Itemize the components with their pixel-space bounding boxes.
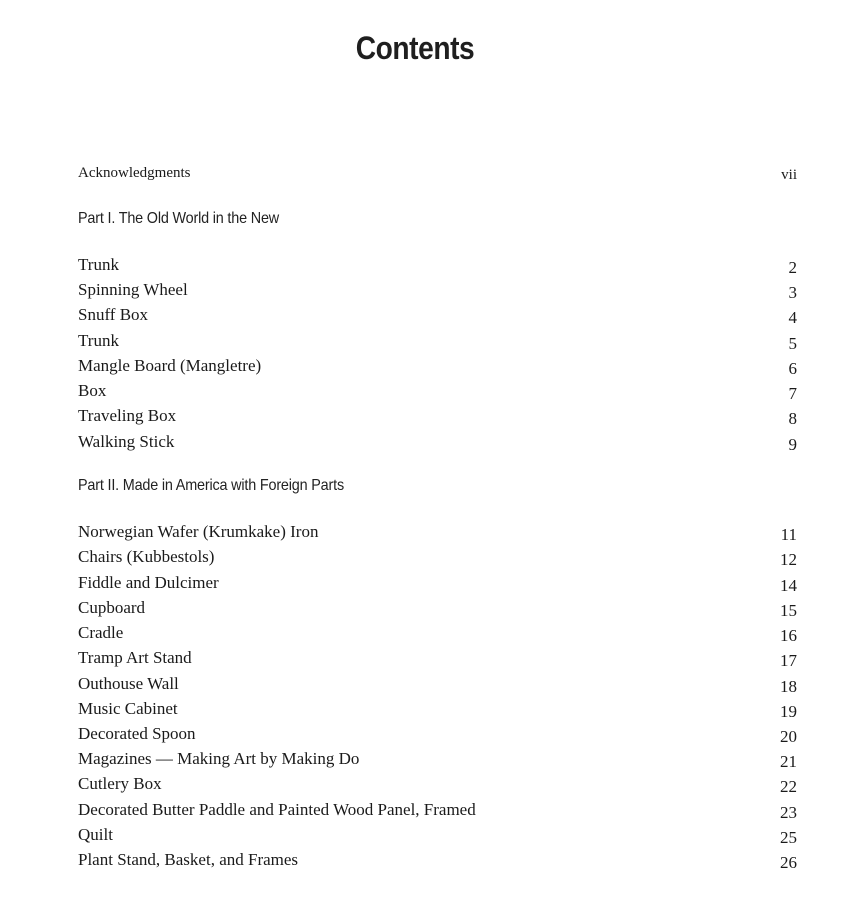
toc-entry[interactable] <box>78 573 797 597</box>
toc-entry-label: Trunk <box>78 331 119 350</box>
toc-entry-label: Music Cabinet <box>78 699 178 718</box>
toc-entry[interactable] <box>78 749 797 773</box>
toc-entry[interactable] <box>78 724 797 748</box>
toc-entry-label: Trunk <box>78 255 119 274</box>
toc-entry-page-number: 8 <box>788 409 797 428</box>
toc-entry-label: Chairs (Kubbestols) <box>78 547 215 566</box>
toc-entry-label: Norwegian Wafer (Krumkake) Iron <box>78 522 319 541</box>
toc-entry-page-number: vii <box>781 167 797 183</box>
toc-entry[interactable] <box>78 674 797 698</box>
toc-entry[interactable] <box>78 825 797 849</box>
toc-entry-label: Snuff Box <box>78 305 149 324</box>
toc-entry[interactable] <box>78 522 797 546</box>
toc-entry-page-number: 23 <box>780 803 797 822</box>
toc-entry-page-number: 5 <box>788 334 797 353</box>
toc-entry[interactable] <box>78 623 797 647</box>
toc-entry-label: Box <box>78 381 107 400</box>
toc-entry-page-number: 15 <box>780 601 797 620</box>
toc-entry-label: Decorated Spoon <box>78 724 196 743</box>
toc-entry-page-number: 25 <box>780 828 797 847</box>
toc-entry-label: Plant Stand, Basket, and Frames <box>78 850 299 869</box>
toc-entry[interactable] <box>78 800 797 824</box>
toc-entry-page-number: 6 <box>788 359 797 378</box>
toc-entry-label: Decorated Butter Paddle and Painted Wood Panel, Framed <box>78 800 476 819</box>
toc-entry[interactable] <box>78 305 797 329</box>
toc-entry[interactable] <box>78 774 797 798</box>
part-heading-1: Part I. The Old World in the New <box>78 210 279 227</box>
toc-entry-page-number: 20 <box>780 727 797 746</box>
toc-entry[interactable] <box>78 699 797 723</box>
toc-entry[interactable] <box>78 255 797 279</box>
toc-entry-page-number: 19 <box>780 702 797 721</box>
toc-entry-page-number: 22 <box>780 777 797 796</box>
toc-entry[interactable] <box>78 598 797 622</box>
toc-entry-label: Spinning Wheel <box>78 280 188 299</box>
toc-entry[interactable] <box>78 356 797 380</box>
toc-entry-page-number: 2 <box>788 258 797 277</box>
toc-entry-label: Tramp Art Stand <box>78 648 192 667</box>
toc-entry[interactable] <box>78 406 797 430</box>
toc-entry-page-number: 4 <box>788 308 797 327</box>
toc-entry[interactable] <box>78 850 797 874</box>
toc-entry-label: Outhouse Wall <box>78 674 179 693</box>
toc-entry-label: Traveling Box <box>78 406 177 425</box>
toc-entry-page-number: 12 <box>780 550 797 569</box>
toc-entry-label: Fiddle and Dulcimer <box>78 573 219 592</box>
toc-entry-page-number: 11 <box>780 525 797 544</box>
toc-entry-label: Cutlery Box <box>78 774 162 793</box>
toc-entry-acknowledgments[interactable] <box>78 165 797 189</box>
toc-entry-page-number: 7 <box>788 384 797 403</box>
part-heading-2: Part II. Made in America with Foreign Parts <box>78 477 344 494</box>
toc-entry-label: Quilt <box>78 825 113 844</box>
toc-entry-page-number: 14 <box>780 576 797 595</box>
toc-entry-page-number: 9 <box>788 435 797 454</box>
toc-entry-label: Cradle <box>78 623 124 642</box>
toc-entry-page-number: 16 <box>780 626 797 645</box>
toc-entry-label: Acknowledgments <box>78 165 191 181</box>
toc-entry-page-number: 26 <box>780 853 797 872</box>
toc-entry-label: Mangle Board (Mangletre) <box>78 356 262 375</box>
toc-entry[interactable] <box>78 648 797 672</box>
toc-entry-label: Magazines — Making Art by Making Do <box>78 749 360 768</box>
toc-entry[interactable] <box>78 280 797 304</box>
toc-entry[interactable] <box>78 547 797 571</box>
toc-entry-label: Cupboard <box>78 598 146 617</box>
toc-entry-page-number: 3 <box>788 283 797 302</box>
toc-entry-label: Walking Stick <box>78 432 175 451</box>
toc-entry-page-number: 17 <box>780 651 797 670</box>
toc-entry[interactable] <box>78 432 797 456</box>
toc-entry[interactable] <box>78 381 797 405</box>
toc-entry[interactable] <box>78 331 797 355</box>
page-title: Contents <box>355 30 475 66</box>
toc-entry-page-number: 21 <box>780 752 797 771</box>
toc-entry-page-number: 18 <box>780 677 797 696</box>
